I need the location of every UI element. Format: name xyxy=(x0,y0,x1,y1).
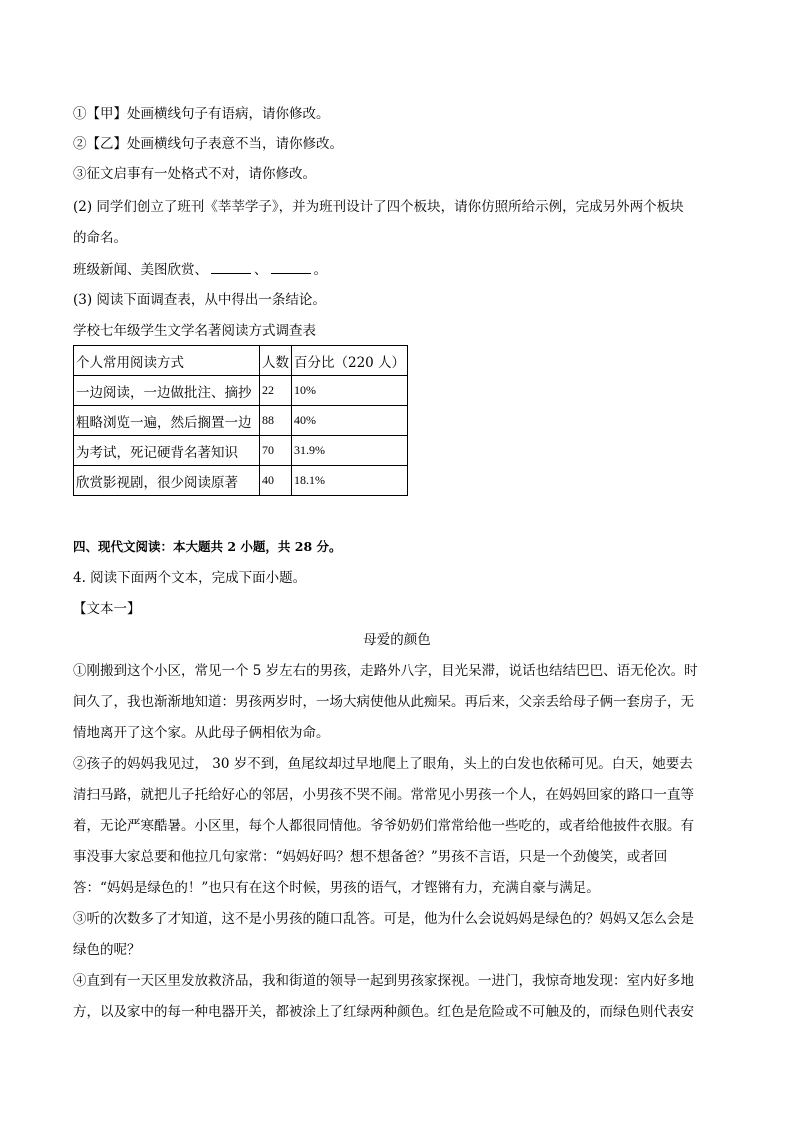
article-line: 间久了，我也渐渐地知道：男孩两岁时，一场大病使他从此痴呆。再后来，父亲丢给母子俩一套房子，无 xyxy=(73,694,694,710)
table-row xyxy=(74,376,408,406)
article-line: ④直到有一天区里发放救济品，我和街道的领导一起到男孩家探视。一进门，我惊奇地发现：室内好多地 xyxy=(73,973,694,989)
header-percentage: 百分比（220 人） xyxy=(292,346,408,376)
article-line: 绿色的呢？ xyxy=(73,942,141,958)
row-count: 40 xyxy=(260,466,292,496)
article-line: 着，无论严寒酷暑。小区里，每个人都很同情他。爷爷奶奶们常常给他一些吃的，或者给他披件衣服。有 xyxy=(73,818,694,834)
article-line: 答：“妈妈是绿色的！”也只有在这个时候，男孩的语气，才铿锵有力，充满自豪与满足。 xyxy=(73,880,600,896)
blocks-prefix: 班级新闻、美图欣赏、 xyxy=(73,262,208,278)
row-percentage: 10% xyxy=(292,376,408,406)
row-count: 70 xyxy=(260,436,292,466)
survey-title: 学校七年级学生文学名著阅读方式调查表 xyxy=(73,323,316,339)
row-count: 88 xyxy=(260,406,292,436)
row-method: 欣赏影视剧，很少阅读原著 xyxy=(74,466,260,496)
part-2-prompt-line-1: (2) 同学们创立了班刊《莘莘学子》，并为班刊设计了四个板块，请你仿照所给示例，完成另外两个板块 xyxy=(73,199,684,215)
blocks-separator: 、 xyxy=(254,262,268,278)
row-percentage: 31.9% xyxy=(292,436,408,466)
answer-blank-2[interactable] xyxy=(271,261,311,274)
row-method: 为考试，死记硬背名著知识 xyxy=(74,436,260,466)
answer-blank-1[interactable] xyxy=(211,261,251,274)
text-1-label: 【文本一】 xyxy=(73,601,141,617)
part-2-prompt-line-2: 的命名。 xyxy=(73,230,127,246)
table-row xyxy=(74,436,408,466)
survey-table xyxy=(73,345,408,496)
article-line: ①刚搬到这个小区，常见一个 5 岁左右的男孩，走路外八字，目光呆滞，说话也结结巴巴、语无伦次。时 xyxy=(73,663,698,679)
row-method: 一边阅读，一边做批注、摘抄 xyxy=(74,376,260,406)
row-percentage: 40% xyxy=(292,406,408,436)
row-count: 22 xyxy=(260,376,292,406)
section-4-heading: 四、现代文阅读：本大题共 2 小题，共 28 分。 xyxy=(73,539,342,554)
table-header-row xyxy=(74,346,408,376)
header-reading-method: 个人常用阅读方式 xyxy=(74,346,260,376)
article-line: 清扫马路，就把儿子托给好心的邻居，小男孩不哭不闹。常常见小男孩一个人，在妈妈回家的路口一直等 xyxy=(73,787,694,803)
row-percentage: 18.1% xyxy=(292,466,408,496)
article-line: ③听的次数多了才知道，这不是小男孩的随口乱答。可是，他为什么会说妈妈是绿色的？妈妈又怎么会是 xyxy=(73,911,694,927)
header-count: 人数 xyxy=(260,346,292,376)
article-line: 事没事大家总要和他拉几句家常：“妈妈好吗？想不想备爸？”男孩不言语，只是一个劲傻笑，或者回 xyxy=(73,849,668,865)
row-method: 粗略浏览一遍，然后搁置一边 xyxy=(74,406,260,436)
question-1: ①【甲】处画横线句子有语病，请你修改。 xyxy=(73,106,330,122)
article-line: 情地离开了这个家。从此母子俩相依为命。 xyxy=(73,725,330,741)
part-3-prompt: (3) 阅读下面调查表，从中得出一条结论。 xyxy=(73,292,326,308)
article-line: ②孩子的妈妈我见过， 30 岁不到，鱼尾纹却过早地爬上了眼角，头上的白发也依稀可见。白天，她要去 xyxy=(73,756,693,772)
table-row xyxy=(74,466,408,496)
article-title: 母爱的颜色 xyxy=(363,632,431,648)
article-line: 方，以及家中的每一种电器开关，都被涂上了红绿两种颜色。红色是危险或不可触及的，而绿色则代表安 xyxy=(73,1004,694,1020)
blocks-end: 。 xyxy=(313,262,327,278)
question-4-prompt: 4. 阅读下面两个文本，完成下面小题。 xyxy=(73,570,307,586)
question-2: ②【乙】处画横线句子表意不当，请你修改。 xyxy=(73,136,343,152)
table-row xyxy=(74,406,408,436)
question-3: ③征文启事有一处格式不对，请你修改。 xyxy=(73,166,316,182)
blocks-fill-line xyxy=(73,260,723,280)
